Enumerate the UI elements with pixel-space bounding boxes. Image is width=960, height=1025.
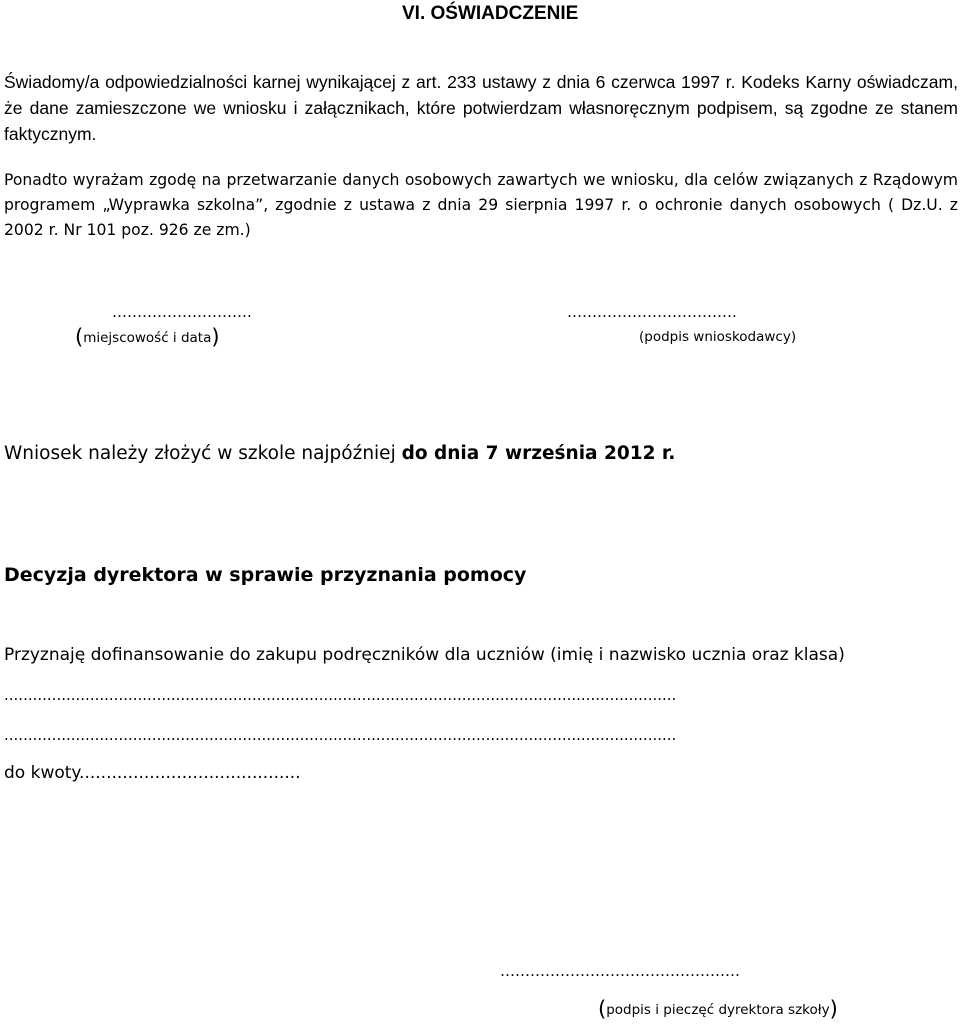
amount-field: do kwoty......................................... — [4, 763, 301, 783]
student-names-dotted-line-1: ............................................................................................................................................. — [4, 686, 677, 704]
consent-paragraph: Ponadto wyrażam zgodę na przetwarzanie danych osobowych zawartych we wniosku, dla celów związanych z Rządowym programem „Wyprawka szkolna”, zgodnie z ustawa z dnia 29 sierpnia 1997 r. o ochronie danych osobowych ( Dz.U. z 2002 r. Nr 101 poz. 926 ze zm.) — [4, 171, 958, 239]
director-caption-text: podpis i pieczęć dyrektora szkoły — [606, 1002, 830, 1018]
director-close-paren: ) — [829, 997, 838, 1021]
student-names-dotted-line-2: ............................................................................................................................................. — [4, 726, 677, 744]
applicant-signature-caption: (podpis wnioskodawcy) — [639, 329, 797, 345]
decision-title: Decyzja dyrektora w sprawie przyznania pomocy — [4, 564, 527, 586]
director-signature-dotted-line: ………………………………………… — [500, 962, 740, 980]
deadline-prefix: Wniosek należy złożyć w szkole najpóźniej — [4, 443, 402, 464]
deadline-notice — [4, 443, 675, 464]
place-date-dotted-line: ………………………. — [112, 303, 252, 321]
applicant-signature-dotted-line: ……………………………. — [567, 303, 737, 321]
section-title: VI. OŚWIADCZENIE — [402, 3, 579, 24]
place-date-caption-text: miejscowość i data — [83, 330, 212, 346]
deadline-date: do dnia 7 września 2012 r. — [401, 443, 676, 464]
declaration-paragraph: Świadomy/a odpowiedzialności karnej wynikającej z art. 233 ustawy z dnia 6 czerwca 1997 r. Kodeks Karny oświadczam, że dane zamieszczone we wniosku i załącznikach, które potwierdzam własnoręcznym podpisem, są zgodne ze stanem faktycznym. — [4, 72, 958, 144]
place-date-close-paren: ) — [211, 325, 220, 349]
grant-text: Przyznaję dofinansowanie do zakupu podręczników dla uczniów (imię i nazwisko ucznia oraz klasa) — [4, 645, 845, 665]
place-date-open-paren: ( — [75, 325, 84, 349]
director-signature-caption — [598, 997, 838, 1021]
director-open-paren: ( — [598, 997, 607, 1021]
place-date-caption — [75, 325, 220, 349]
